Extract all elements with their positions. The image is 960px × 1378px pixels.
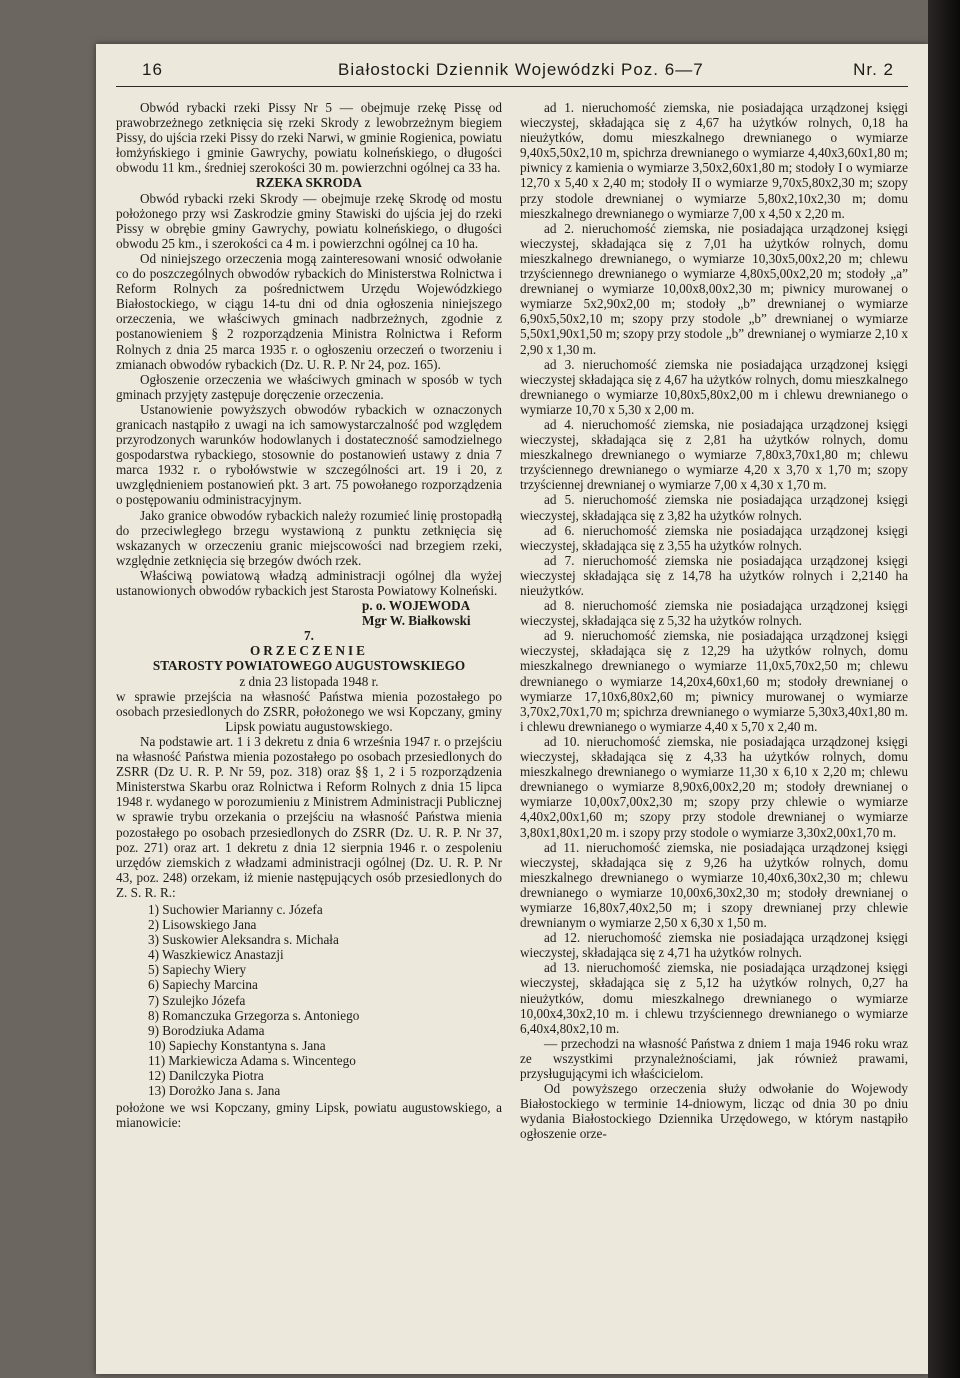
- left-column: [116, 100, 502, 1370]
- name-list-item: 13) Dorożko Jana s. Jana: [148, 1083, 281, 1099]
- signature-title: p. o. WOJEWODA: [362, 598, 471, 614]
- paragraph-establishment: Ustanowienie powyższych obwodów rybackich w oznaczonych granicach nastąpiło z uwagi na ich samowystarczalność pod względem przyrodzonych warunków hodowlanych i dostateczność samodzielnego gospodarstwa rybackiego, stosownie do postanowień ustawy z dnia 7 marca 1932 r. o rybołówstwie w szczególności art. 19 i 20, z uwzględnieniem postanowień pkt. 3 art. 75 powołanego rozporządzenia o postępowaniu odministracyjnym.: [116, 401, 502, 508]
- property-item: ad 11. nieruchomość ziemska, nie posiadająca urządzonej księgi wieczystej, składająca się z 9,26 ha użytków rolnych, domu mieszkalnego drewnianego o wymiarze 10,40x6,30x2,30 m; chlewu drewnianego o wymiarze 10,00x6,30x2,30 m; stodoły drewnianej o wymiarze 16,80x7,40x2,50 m; i szopy drewnianej przy chlewie drewnianym o wymiarze 2,50 x 6,30 x 1,50 m.: [520, 839, 908, 931]
- property-item: ad 13. nieruchomość ziemska, nie posiadająca urządzonej księgi wieczystej, składająca się z 5,12 ha użytków rolnych, 0,27 ha nieużytków, domu mieszkalnego drewnianego o wymiarze 10,00x4,30x2,10 m. i chlewu trzyściennego drewnianego o wymiarze 6,40x4,80x2,10 m.: [520, 960, 908, 1036]
- property-item: ad 3. nieruchomość ziemska nie posiadająca urządzonej księgi wieczystej składająca się z 4,67 ha użytków rolnych, domu mieszkalnego drewnianego o wymiarze 10,80x5,80x2,00 m i chlewu drewnianego o wymiarze 10,70 x 5,30 x 2,00 m.: [520, 356, 908, 417]
- page-header: [96, 60, 928, 86]
- paragraph-authority: Właściwą powiatową władzą administracji ogólnej dla wyżej ustanowionych obwodów rybackich jest Starosta Powiatowy Kolneński.: [116, 567, 502, 598]
- decree-subject: w sprawie przejścia na własność Państwa mienia pozostałego po osobach przesiedlonych do ZSRR, położonego we wsi Kopczany, gminy Lipsk powiatu augustowskiego.: [116, 688, 502, 734]
- paragraph-skroda: Obwód rybacki rzeki Skrody — obejmuje rzekę Skrodę od mostu położonego przy wsi Zaskrodzie gminy Stawiski do ujścia jej do rzeki Pissy w obrębie gminy Gawrychy, powiatu kolneńskiego, o długości obwodu 25 km., i szerokości ca 4 m. i powierzchni ogólnej ca 10 ha.: [116, 190, 502, 251]
- name-list-item: 3) Suskowier Aleksandra s. Michała: [148, 932, 339, 948]
- right-column: [520, 100, 908, 1370]
- paragraph-legal-basis: Na podstawie art. 1 i 3 dekretu z dnia 6 września 1947 r. o przejściu na własność Państwa mienia pozostałego po osobach przesiedlonych do ZSRR (Dz U. R. P. Nr 59, poz. 318) oraz §§ 1, 2 i 5 rozporządzenia Ministerstwa Skarbu oraz Rolnictwa i Reform Rolnych z dnia 15 lipca 1948 r. wydanego w porozumieniu z Ministrem Administracji Publicznej w sprawie trybu orzekania o przejściu na własność Państwa mienia pozostałego po osobach przesiedlonych do ZSRR (Dz. U. R. P. Nr 37, poz. 271) oraz art. 1 dekretu z dnia 12 sierpnia 1946 r. o zespoleniu urzędów ziemskich z władzami administracji ogólnej (Dz. U. R. P. Nr 43, poz. 248) orzekam, iż mienie następujących osób przesiedlonych do Z. S. R. R.:: [116, 733, 502, 900]
- paragraph-located: położone we wsi Kopczany, gminy Lipsk, powiatu augustowskiego, a mianowicie:: [116, 1100, 502, 1131]
- decree-heading: ORZECZENIE: [250, 643, 368, 659]
- decree-date: z dnia 23 listopada 1948 r.: [239, 673, 379, 689]
- name-list-item: 8) Romanczuka Grzegorza s. Antoniego: [148, 1007, 360, 1023]
- property-item: ad 7. nieruchomość ziemska nie posiadająca urządzonej księgi wieczystej składająca się z 14,78 ha użytków rolnych i 2,2140 ha nieużytków.: [520, 552, 908, 598]
- name-list-item: 7) Szulejko Józefa: [148, 992, 246, 1008]
- property-item: ad 10. nieruchomość ziemska, nie posiadająca urządzonej księgi wieczystej, składająca się z 4,33 ha użytków rolnych, domu mieszkalnego drewnianego o wymiarze 11,30 x 6,10 x 2,20 m; chlewu drewnianego o wymiarze 8,90x6,00x2,20 m; stodoły drewnianej o wymiarze 10,00x7,00x2,30 m; szopy przy chlewie o wymiarze 4,40x2,00x1,60 m; szopy przy stodole drewnianej o wymiarze 3,80x1,80x1,20 m. i szopy przy stodole o wymiarze 3,30x2,00x1,70 m.: [520, 733, 908, 840]
- property-item: ad 8. nieruchomość ziemska nie posiadająca urządzonej księgi wieczystej, składająca się z 5,32 ha użytków rolnych.: [520, 598, 908, 629]
- property-item: ad 5. nieruchomość ziemska nie posiadająca urządzonej księgi wieczystej, składająca się z 3,82 ha użytków rolnych.: [520, 492, 908, 523]
- names-list: [116, 902, 502, 1098]
- name-list-item: 9) Borodziuka Adama: [148, 1022, 265, 1038]
- property-item: ad 4. nieruchomość ziemska, nie posiadająca urządzonej księgi wieczystej, składająca się z 2,81 ha użytków rolnych, domu mieszkalnego drewnianego o wymiarze 7,80x3,70x1,80 m; chlewu trzyściennego drewnianego o wymiarze 4,20 x 3,70 x 1,70 m; szopy trzyściennej drewnianej o wymiarze 7,00 x 4,30 x 1,70 m.: [520, 416, 908, 493]
- signature-name: Mgr W. Białkowski: [362, 613, 471, 629]
- paragraph-final: Od powyższego orzeczenia służy odwołanie do Wojewody Białostockiego w terminie 14-dniowym, licząc od dnia 30 po dniu wydania Białostockiego Dziennika Urzędowego, w którym nastąpiło ogłoszenie orze-: [520, 1081, 908, 1142]
- paragraph-appeal: Od niniejszego orzeczenia mogą zainteresowani wnosić odwołanie co do poszczególnych obwodów rybackich do Ministerstwa Rolnictwa i Reform Rolnych za pośrednictwem Urzędu Wojewódzkiego Białostockiego, w ciągu 14-tu dni od dnia ogłoszenia niniejszego orzeczenia, we właściwych gminach nadbrzeżnych, zgodnie z postanowieniem § 2 rozporządzenia Ministra Rolnictwa i Reform Rolnych z dnia 25 marca 1935 r. o ogłoszeniu orzeczeń o tworzeniu i zmianach obwodów rybackich (Dz. U. R. P. Nr 24, poz. 165).: [116, 250, 502, 372]
- newspaper-page: [96, 44, 928, 1374]
- property-item: ad 2. nieruchomość ziemska, nie posiadająca urządzonej księgi wieczystej, składająca się z 7,01 ha użytków rolnych, domu mieszkalnego drewnianego, o wymiarze 10,30x5,00x2,20 m; chlewu trzyściennego drewnianego o wymiarze 4,80x5,00x2,20 m; stodoły „a” drewnianej o wymiarze 10,00x8,00x2,30 m; piwnicy murowanej o wymiarze 5x2,90x2,00 m; stodoły „b” drewnianej o wymiarze 6,90x5,50x2,10 m; szopy przy stodole „b” drewnianej o wymiarze 5,50x1,90x1,50 m; szopy przy stodole „b” drewnianej o wymiarze 2,10 x 2,90 x 1,30 m.: [520, 220, 908, 357]
- property-item: ad 9. nieruchomość ziemska, nie posiadająca urządzonej księgi wieczystej, składająca się z 12,29 ha użytków rolnych, domu mieszkalnego drewnianego o wymiarze 11,0x5,70x2,50 m; chlewu drewnianego o wymiarze 14,20x4,60x1,60 m; stodoły drewnianej o wymiarze 17,10x6,80x2,60 m; piwnicy murowanej o wymiarze 3,70x2,70x1,70 m; spichrza drewnianego o wymiarze 5,30x3,40x1,80 m. i chlewu drewnianego o wymiarze 4,40 x 5,70 x 2,40 m.: [520, 628, 908, 734]
- name-list-item: 2) Lisowskiego Jana: [148, 917, 257, 933]
- name-list-item: 6) Sapiechy Marcina: [148, 977, 258, 993]
- heading-skroda: RZEKA SKRODA: [256, 175, 362, 191]
- name-list-item: 5) Sapiechy Wiery: [148, 962, 247, 978]
- property-item: ad 1. nieruchomość ziemska, nie posiadająca urządzonej księgi wieczystej, składająca się z 4,67 ha użytków rolnych, 0,18 ha nieużytków, domu mieszkalnego drewnianego o wymiarze 9,40x5,50x2,10 m, spichrza drewnianego o wymiarze 4,40x3,60x1,80 m; piwnicy z kamienia o wymiarze 3,50x2,60x1,80 m; stodoły I o wymiarze 12,70 x 5,40 x 2,40 m; stodoły II o wymiarze 9,70x5,80x2,30 m; szopy przy stodole drewnianej o wymiarze 5,80x2,10x2,30 m; domu mieszkalnego drewnianego o wymiarze 7,00 x 4,50 x 2,20 m.: [520, 100, 908, 221]
- paragraph-transfer: — przechodzi na własność Państwa z dniem 1 maja 1946 roku wraz ze wszystkimi przynależnościami, jak również prawami, przysługującymi ich właścicielom.: [520, 1035, 908, 1081]
- page-number: 16: [142, 60, 163, 79]
- decree-subheading: STAROSTY POWIATOWEGO AUGUSTOWSKIEGO: [152, 658, 466, 674]
- issue-number: Nr. 2: [853, 60, 894, 79]
- name-list-item: 11) Markiewicza Adama s. Wincentego: [148, 1052, 356, 1068]
- item-number: 7.: [304, 628, 314, 644]
- name-list-item: 10) Sapiechy Konstantyna s. Jana: [148, 1037, 326, 1053]
- property-item: ad 6. nieruchomość ziemska nie posiadająca urządzonej księgi wieczystej, składająca się z 3,55 ha użytków rolnych.: [520, 522, 908, 553]
- property-items: [520, 100, 908, 1036]
- paragraph-pissy: Obwód rybacki rzeki Pissy Nr 5 — obejmuje rzekę Pissę od prawobrzeżnego zetknięcia się rzeki Skrody z lewobrzeżnym biegiem Pissy, do ujścia rzeki Pissy do rzeki Narwi, w gminie Rogienica, powiatu łomżyńskiego i gminie Gawrychy, powiatu kolneńskiego, o długości obwodu 11 km., średniej szerokości 30 m. powierzchni ogólnej ca 33 ha.: [116, 100, 502, 176]
- journal-title: Białostocki Dziennik Wojewódzki Poz. 6—7: [338, 60, 704, 79]
- name-list-item: 1) Suchowier Marianny c. Józefa: [148, 901, 323, 917]
- name-list-item: 4) Waszkiewicz Anastazji: [148, 947, 284, 963]
- scan-shadow: [928, 0, 960, 1378]
- name-list-item: 12) Danilczyka Piotra: [148, 1068, 264, 1083]
- property-item: ad 12. nieruchomość ziemska nie posiadająca urządzonej księgi wieczystej, składająca się z 4,71 ha użytków rolnych.: [520, 930, 908, 961]
- header-rule: [116, 86, 908, 87]
- paragraph-announcement: Ogłoszenie orzeczenia we właściwych gminach w sposób w tych gminach przyjęty zastępuje doręczenie orzeczenia.: [116, 371, 502, 402]
- paragraph-boundaries: Jako granice obwodów rybackich należy rozumieć linię prostopadłą do przeciwległego brzegu wystawioną z punktu zetknięcia się wskazanych w orzeczeniu granic miejscowości nad brzegiem rzeki, względnie zetknięcia się brzegów dwóch rzek.: [116, 507, 502, 568]
